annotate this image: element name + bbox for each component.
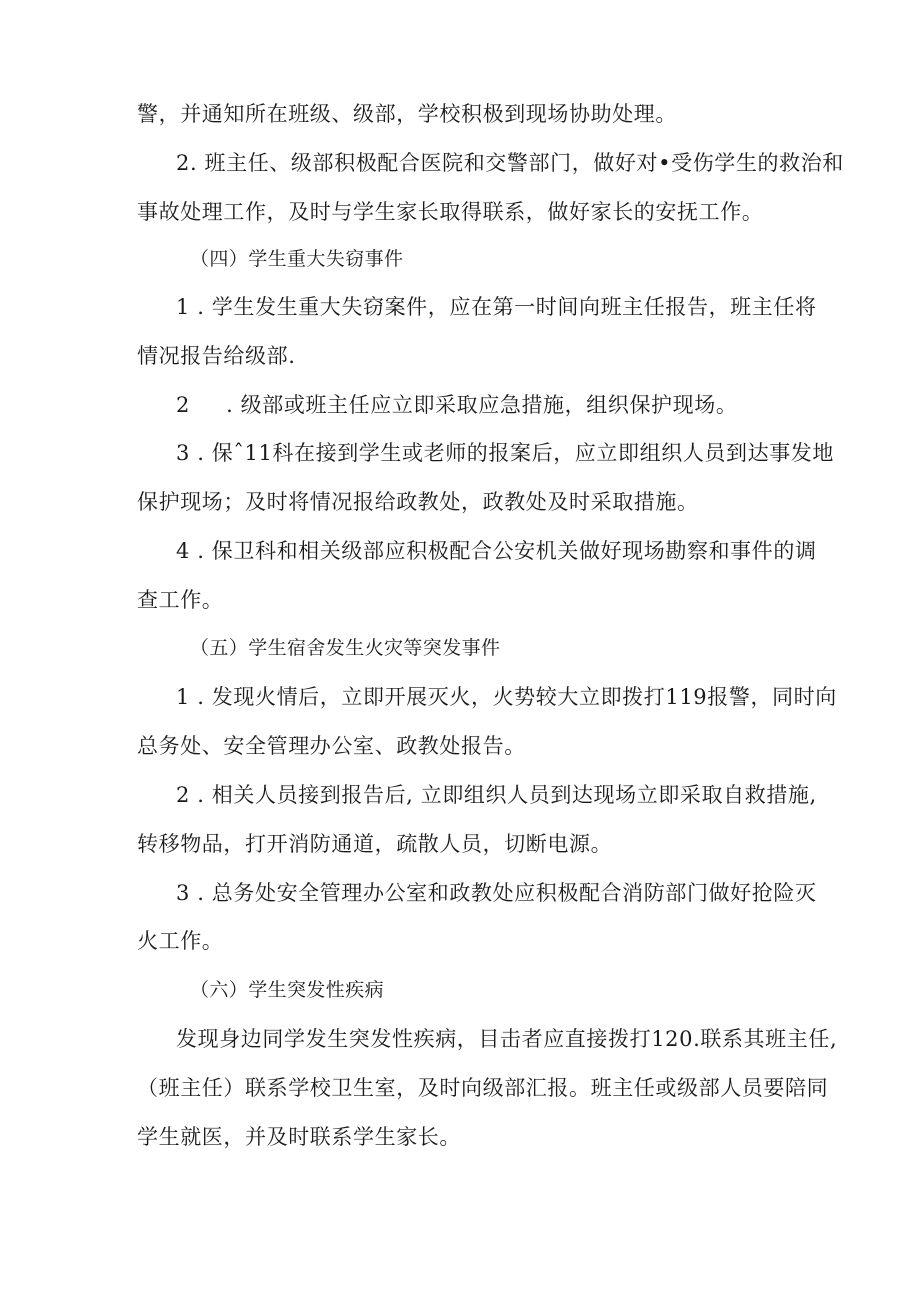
paragraph-line: 事故处理工作，及时与学生家长取得联系，做好家长的安抚工作。 — [137, 200, 764, 224]
paragraph-line: （班主任）联系学校卫生室，及时向级部汇报。班主任或级部人员要陪同 — [137, 1076, 829, 1100]
section-heading: （五）学生宿舍发生火灾等突发事件 — [190, 637, 501, 659]
paragraph-line: 查工作。 — [137, 588, 224, 612]
paragraph-line: 2 . 相关人员接到报告后, 立即组织人员到达现场立即采取自救措施, — [176, 783, 817, 807]
paragraph-line: 总务处、安全管理办公室、政教处报告。 — [137, 734, 526, 758]
paragraph-line: 情况报告给级部. — [137, 344, 296, 368]
section-heading: （四）学生重大失窃事件 — [190, 248, 404, 270]
paragraph-line: 发现身边同学发生突发性疾病，目击者应直接拨打120.联系其班主任, — [176, 1027, 838, 1051]
paragraph-line: 转移物品，打开消防通道，疏散人员，切断电源。 — [137, 832, 613, 856]
paragraph-line: 3 . 保ˆ11科在接到学生或老师的报案后，应立即组织人员到达事发地 — [176, 441, 835, 465]
paragraph-line: 4 . 保卫科和相关级部应积极配合公安机关做好现场勘察和事件的调 — [176, 539, 817, 563]
paragraph-line: 2 . 级部或班主任应立即采取应急措施，组织保护现场。 — [176, 393, 738, 417]
paragraph-line: 警，并通知所在班级、级部，学校积极到现场协助处理。 — [137, 102, 677, 126]
paragraph-line: 3 . 总务处安全管理办公室和政教处应积极配合消防部门做好抢险灭 — [176, 881, 817, 905]
section-heading: （六）学生突发性疾病 — [190, 979, 385, 1001]
paragraph-line: 保护现场；及时将情况报给政教处，政教处及时采取措施。 — [137, 490, 699, 514]
paragraph-line: 1 . 学生发生重大失窃案件，应在第一时间向班主任报告，班主任将 — [176, 295, 817, 319]
paragraph-line: 学生就医，并及时联系学生家长。 — [137, 1125, 461, 1149]
paragraph-line: 1 . 发现火情后，立即开展灭火，火势较大立即拨打119报警，同时向 — [176, 685, 837, 709]
paragraph-line: 2. 班主任、级部积极配合医院和交警部门，做好对•受伤学生的救治和 — [176, 151, 844, 175]
paragraph-line: 火工作。 — [137, 929, 224, 953]
